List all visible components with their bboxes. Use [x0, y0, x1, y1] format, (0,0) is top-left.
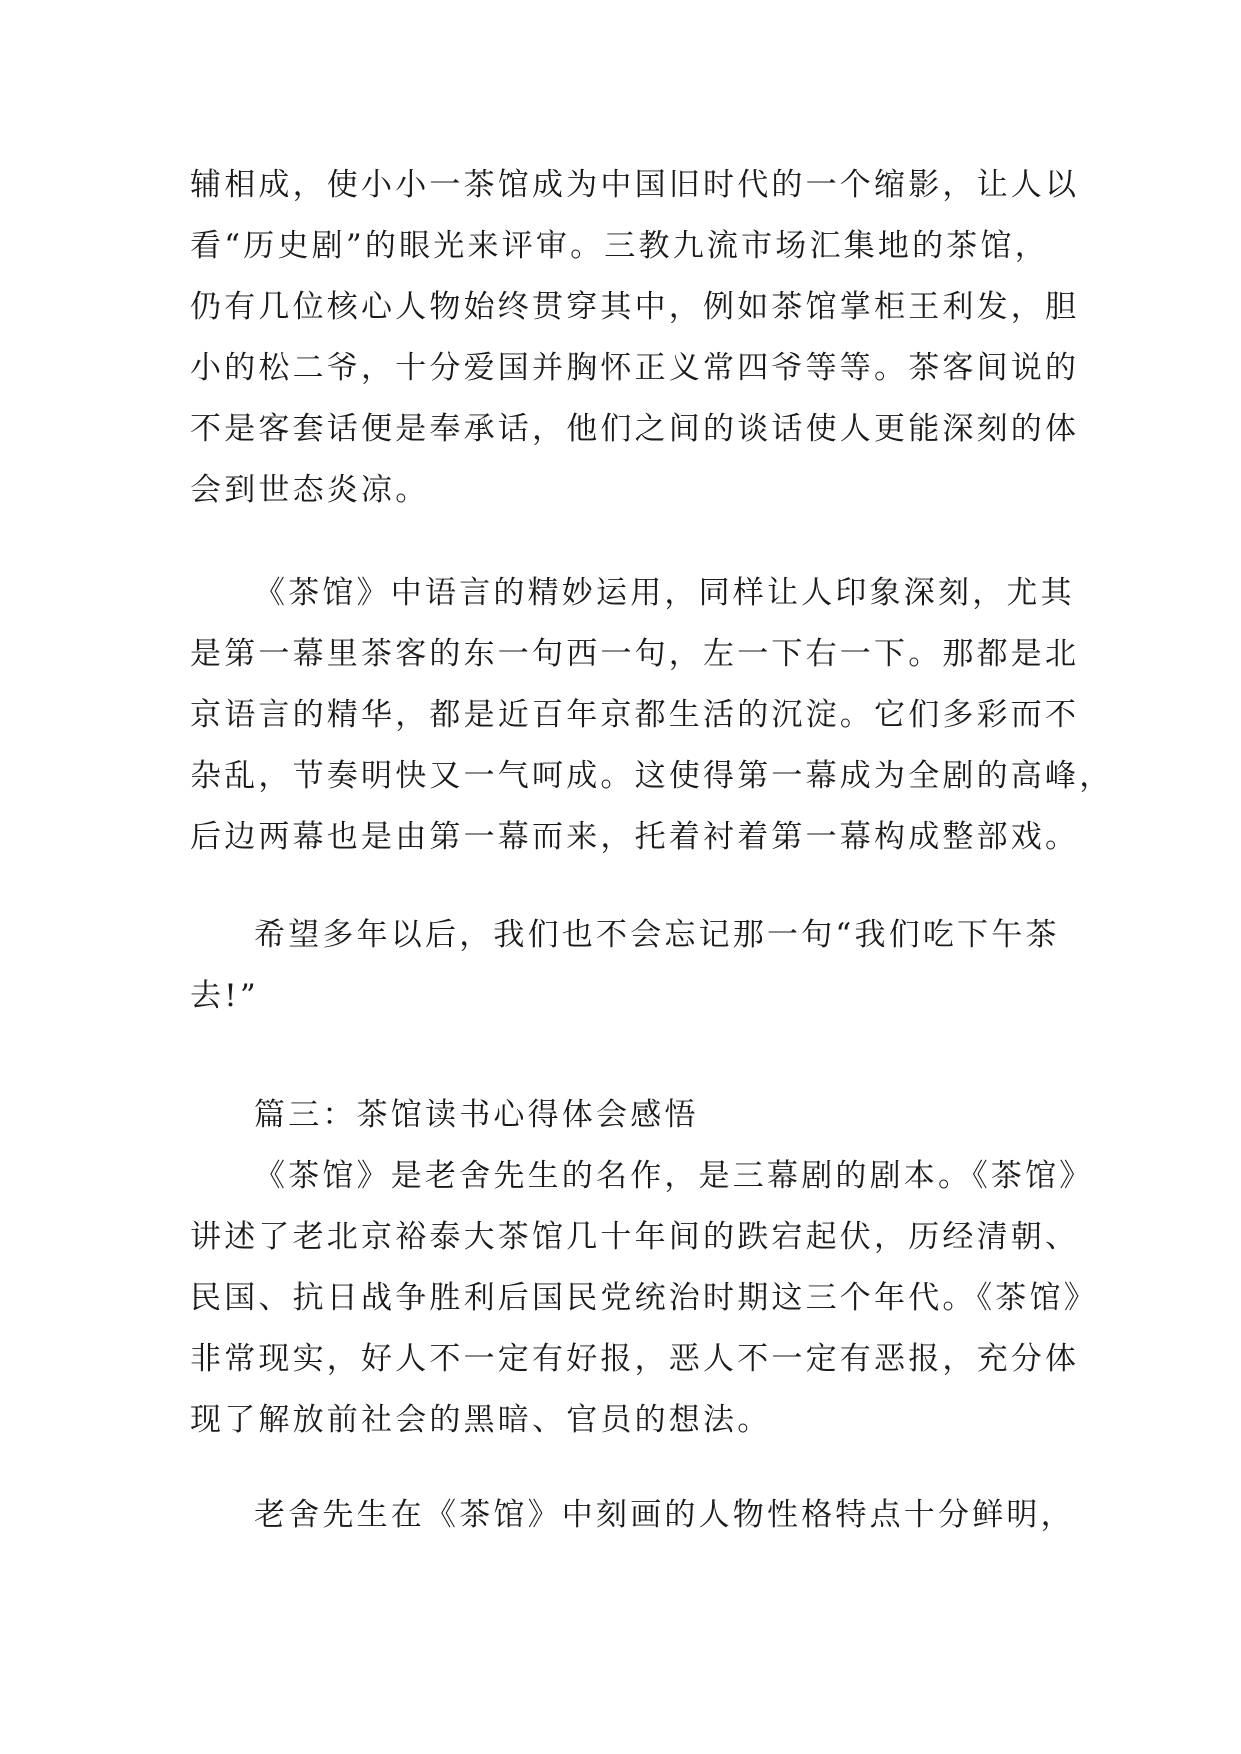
paragraph-line: 杂乱，节奏明快又一气呵成。这使得第一幕成为全剧的高峰， — [190, 758, 1114, 794]
paragraph-line: 现了解放前社会的黑暗、官员的想法。 — [190, 1402, 772, 1438]
paragraph-4 — [190, 1085, 1098, 1451]
paragraph-1 — [190, 155, 1080, 521]
paragraph-line: 辅相成，使小小一茶馆成为中国旧时代的一个缩影，让人以 — [190, 167, 1080, 203]
paragraph-line: 老舍先生在《茶馆》中刻画的人物性格特点十分鲜明， — [254, 1497, 1075, 1533]
paragraph-2 — [190, 563, 1114, 868]
paragraph-line: 会到世态炎凉。 — [190, 472, 430, 508]
paragraph-line: 仍有几位核心人物始终贯穿其中，例如茶馆掌柜王利发，胆 — [190, 289, 1080, 325]
paragraph-line: 看“历史剧”的眼光来评审。三教九流市场汇集地的茶馆， — [190, 228, 1049, 264]
paragraph-line: 去!” — [190, 978, 259, 1014]
paragraph-line: 《茶馆》中语言的精妙运用，同样让人印象深刻，尤其 — [254, 575, 1075, 611]
section-heading: 篇三：茶馆读书心得体会感悟 — [254, 1097, 699, 1133]
paragraph-line: 非常现实，好人不一定有好报，恶人不一定有恶报，充分体 — [190, 1341, 1080, 1377]
paragraph-5 — [190, 1485, 1075, 1546]
paragraph-line: 是第一幕里茶客的东一句西一句，左一下右一下。那都是北 — [190, 636, 1080, 672]
paragraph-line: 小的松二爷，十分爱国并胸怀正义常四爷等等。茶客间说的 — [190, 350, 1080, 386]
paragraph-line: 讲述了老北京裕泰大茶馆几十年间的跌宕起伏，历经清朝、 — [190, 1219, 1080, 1255]
paragraph-line: 民国、抗日战争胜利后国民党统治时期这三个年代。《茶馆》 — [190, 1280, 1098, 1316]
paragraph-line: 不是客套话便是奉承话，他们之间的谈话使人更能深刻的体 — [190, 411, 1080, 447]
paragraph-line: 京语言的精华，都是近百年京都生活的沉淀。它们多彩而不 — [190, 697, 1080, 733]
paragraph-line: 希望多年以后，我们也不会忘记那一句“我们吃下午茶 — [254, 917, 1060, 953]
paragraph-line: 后边两幕也是由第一幕而来，托着衬着第一幕构成整部戏。 — [190, 819, 1080, 855]
paragraph-line: 《茶馆》是老舍先生的名作，是三幕剧的剧本。《茶馆》 — [254, 1158, 1094, 1194]
paragraph-3 — [190, 905, 1070, 1027]
